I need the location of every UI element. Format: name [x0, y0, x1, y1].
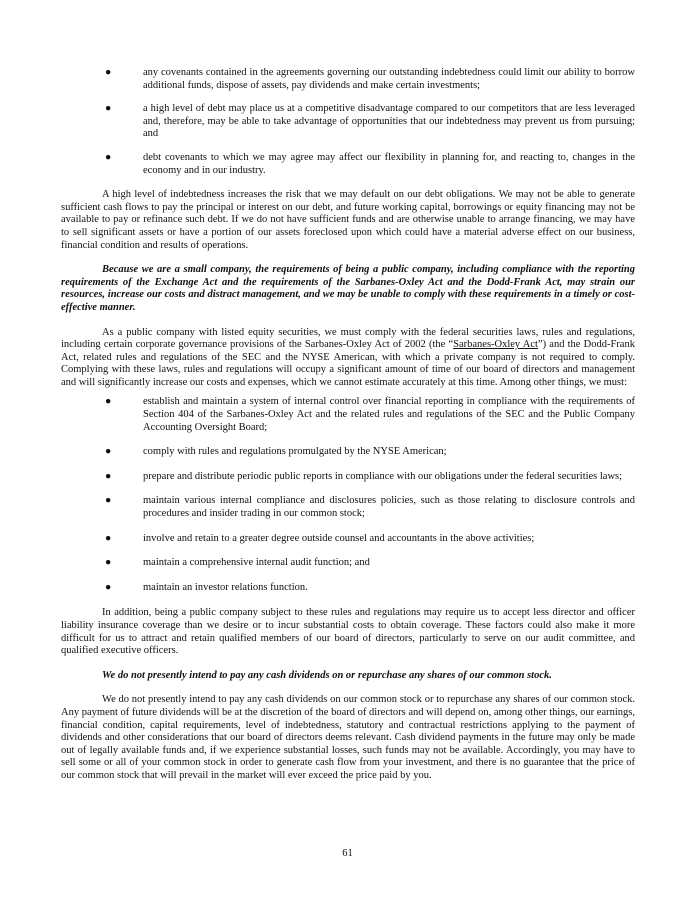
list-item-text: maintain a comprehensive internal audit function; and: [143, 557, 370, 569]
insurance-paragraph: In addition, being a public company subject to these rules and regulations may require us to accept less director and officer liability insurance coverage than we desire or to incur substantial costs to obtain coverage. These factors could also make it more difficult for us to attract and retain qualified members of our board of directors, particularly to serve on our audit committee, and qualified executive officers.: [61, 607, 635, 657]
list-item-text: any covenants contained in the agreements governing our outstanding indebtedness could limit our ability to borrow additional funds, dispose of assets, pay dividends and make certain investments;: [143, 67, 635, 91]
list-item-text: maintain an investor relations function.: [143, 581, 308, 593]
list-item: [61, 557, 635, 570]
bullet-icon: ●: [105, 151, 112, 163]
list-item: [61, 103, 635, 141]
bullet-icon: ●: [105, 581, 112, 593]
list-item-text: maintain various internal compliance and disclosures policies, such as those relating to disclosure controls and procedures and insider trading in our common stock;: [143, 495, 635, 520]
bullet-icon: ●: [105, 557, 112, 569]
list-item: [61, 533, 635, 546]
public-company-obligations-list: [61, 396, 635, 594]
dividends-risk-heading: We do not presently intend to pay any cash dividends on or repurchase any shares of our common stock.: [102, 669, 552, 681]
page-content: [61, 67, 635, 783]
bullet-icon: ●: [105, 396, 112, 408]
list-item-text: involve and retain to a greater degree outside counsel and accountants in the above activities;: [143, 532, 535, 544]
bullet-icon: ●: [105, 103, 112, 115]
list-item: [61, 152, 635, 177]
paragraph-text: ”) and the Dodd-Frank Act, related rules and regulations of the SEC and the NYSE American, with which a private company is not required to comply. Complying with these laws, rules and regulations will occupy a significant amount of time of our board of directors and management and will significantly increase our costs and expenses, which we cannot estimate accurately at this time. Among other things, we must:: [61, 339, 635, 388]
list-item: [61, 396, 635, 434]
page-number: 61: [342, 848, 353, 859]
dividends-paragraph: We do not presently intend to pay any cash dividends on our common stock or to repurchase any shares of our common stock. Any payment of future dividends will be at the discretion of the board of directors and will depend on, among other things, our earnings, financial condition, capital requirements, level of indebtedness, statutory and contractual restrictions applying to the payment of dividends and other considerations that our board of directors deems relevant. Cash dividend payments in the future may only be made out of legally available funds and, if we experience substantial losses, such funds may not be available. Accordingly, you may have to sell some or all of your common stock in order to generate cash flow from your investment, and there is no guarantee that the price of our common stock that will prevail in the market will ever exceed the price paid by you.: [61, 694, 635, 781]
defined-term: Sarbanes-Oxley Act: [453, 339, 538, 351]
bullet-icon: ●: [105, 470, 112, 482]
debt-risk-bullet-list: [61, 67, 635, 177]
public-company-risk-heading: Because we are a small company, the requirements of being a public company, including compliance with the reporting requirements of the Exchange Act and the requirements of the Sarbanes-Oxley Act and the Dodd-Frank Act, may strain our resources, increase our costs and distract management, and we may be unable to comply with these requirements in a timely or cost-effective manner.: [61, 264, 635, 313]
bullet-icon: ●: [105, 532, 112, 544]
list-item-text: a high level of debt may place us at a competitive disadvantage compared to our competitors that are less leveraged and, therefore, may be able to take advantage of opportunities that our indebtedness may prevent us from pursuing; and: [143, 103, 635, 140]
list-item-text: comply with rules and regulations promulgated by the NYSE American;: [143, 446, 447, 458]
bullet-icon: ●: [105, 495, 112, 507]
list-item-text: debt covenants to which we may agree may affect our flexibility in planning for, and reacting to, changes in the economy and in our industry.: [143, 151, 635, 176]
indebtedness-paragraph: A high level of indebtedness increases the risk that we may default on our debt obligations. We may not be able to generate sufficient cash flows to pay the principal or interest on our debt, and future working capital, borrowings or equity financing may not be available to pay or refinance such debt. If we do not have sufficient funds and are otherwise unable to arrange financing, we may have to sell significant assets or have a portion of our assets foreclosed upon which could have a material adverse effect on our business, financial condition and results of operations.: [61, 189, 635, 251]
bullet-icon: ●: [105, 446, 112, 458]
list-item: [61, 471, 635, 484]
list-item-text: establish and maintain a system of internal control over financial reporting in compliance with the requirements of Section 404 of the Sarbanes-Oxley Act and the related rules and regulations of the SEC and the Public Company Accounting Oversight Board;: [143, 396, 635, 433]
public-company-paragraph: [61, 327, 635, 390]
list-item: [61, 67, 635, 92]
list-item: [61, 582, 635, 595]
list-item: [61, 446, 635, 459]
list-item: [61, 495, 635, 520]
list-item-text: prepare and distribute periodic public reports in compliance with our obligations under the federal securities laws;: [143, 470, 623, 482]
paragraph-text: As a public company with listed equity securities, we must comply with the federal securities laws, rules and regulations, including certain corporate governance provisions of the Sarbanes-Oxley Act of 2002 (the “: [61, 326, 635, 351]
bullet-icon: ●: [105, 67, 112, 78]
